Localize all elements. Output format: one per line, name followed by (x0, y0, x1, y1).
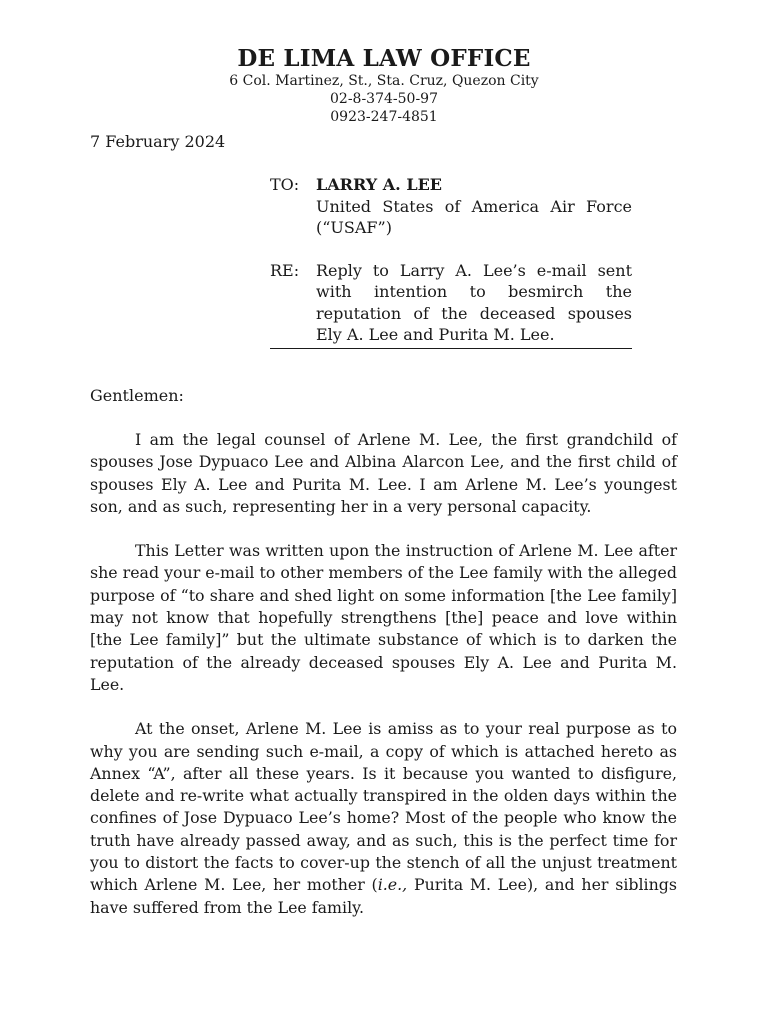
paragraph-3-italic: i.e., (377, 875, 408, 895)
firm-phone-mobile: 0923-247-4851 (330, 109, 438, 125)
letter-date: 7 February 2024 (90, 132, 226, 151)
address-block (270, 174, 632, 349)
re-subject: Reply to Larry A. Lee’s e-mail sent with intention to besmirch the reputation of the deceased spouses Ely A. Lee and Purita M. Lee. (316, 260, 632, 344)
paragraph-3-text-b: Purita M. Lee), and her siblings have suffered from the Lee family. (90, 875, 677, 917)
recipient-name: LARRY A. LEE (316, 175, 442, 194)
firm-name: DE LIMA LAW OFFICE (237, 45, 531, 72)
salutation: Gentlemen: (90, 386, 184, 405)
firm-address: 6 Col. Martinez, St., Sta. Cruz, Quezon City (229, 73, 539, 89)
body-paragraph-1: I am the legal counsel of Arlene M. Lee, the first grandchild of spouses Jose Dypuaco Lee and Albina Alarcon Lee, and the first child of spouses Ely A. Lee and Purita M. Lee. I am Arlene M. Lee’s youngest son, and as such, representing her in a very personal capacity. (90, 430, 677, 516)
to-content (316, 174, 632, 239)
recipient-organization: United States of America Air Force (“USAF”) (316, 196, 632, 237)
re-label: RE: (270, 260, 300, 280)
firm-phone-landline: 02-8-374-50-97 (330, 91, 438, 107)
paragraph-3-text-a: At the onset, Arlene M. Lee is amiss as to your real purpose as to why you are sending such e-mail, a copy of which is attached hereto as Annex “A”, after all these years. Is it because you wanted to disfigure, delete and re-write what actually transpired in the olden days within the confines of Jose Dypuaco Lee’s home? Most of the people who know the truth have already passed away, and as such, this is the perfect time for you to distort the facts to cover-up the stench of all the unjust treatment which Arlene M. Lee, her mother ( (90, 719, 677, 895)
re-row (270, 260, 632, 349)
to-row (270, 174, 632, 239)
letterhead (0, 46, 768, 126)
body-paragraph-3 (90, 718, 677, 919)
body-paragraph-2: This Letter was written upon the instruction of Arlene M. Lee after she read your e-mail to other members of the Lee family with the alleged purpose of “to share and shed light on some information [the Lee family] may not know that hopefully strengthens [the] peace and love within [the Lee family]” but the ultimate substance of which is to darken the reputation of the already deceased spouses Ely A. Lee and Purita M. Lee. (90, 541, 677, 694)
to-label: TO: (270, 175, 300, 194)
letter-body (90, 429, 677, 941)
